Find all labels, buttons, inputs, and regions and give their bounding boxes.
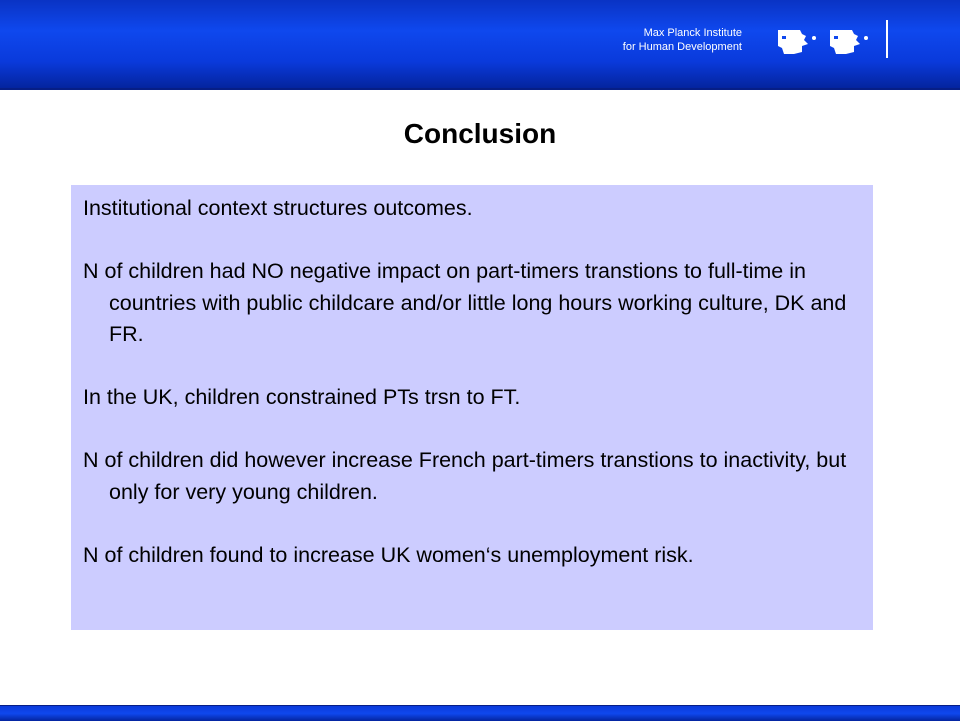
bullet-paragraph: Institutional context structures outcomes. xyxy=(83,196,473,220)
institute-name-line1: Max Planck Institute xyxy=(643,27,742,39)
slide-title: Conclusion xyxy=(403,118,557,149)
content-box xyxy=(71,185,873,630)
institute-name xyxy=(560,26,742,54)
bullet-paragraph: N of children found to increase UK women‘s unemployment risk. xyxy=(83,542,694,567)
footer-bar xyxy=(0,705,960,721)
bullet-paragraph: N of children did however increase French part-timers transtions to inactivity, but only for very young children. xyxy=(83,448,847,504)
bullet-paragraph: In the UK, children constrained PTs trsn to FT. xyxy=(83,385,521,409)
header-bar xyxy=(0,0,960,90)
bullet-paragraph: N of children had NO negative impact on part-timers transtions to full-time in countries with public childcare and/or little long hours working culture, DK and FR. xyxy=(83,259,847,346)
institute-name-line2: for Human Development xyxy=(622,41,742,53)
logo-divider xyxy=(886,20,888,58)
max-planck-logo-icon xyxy=(774,24,874,60)
